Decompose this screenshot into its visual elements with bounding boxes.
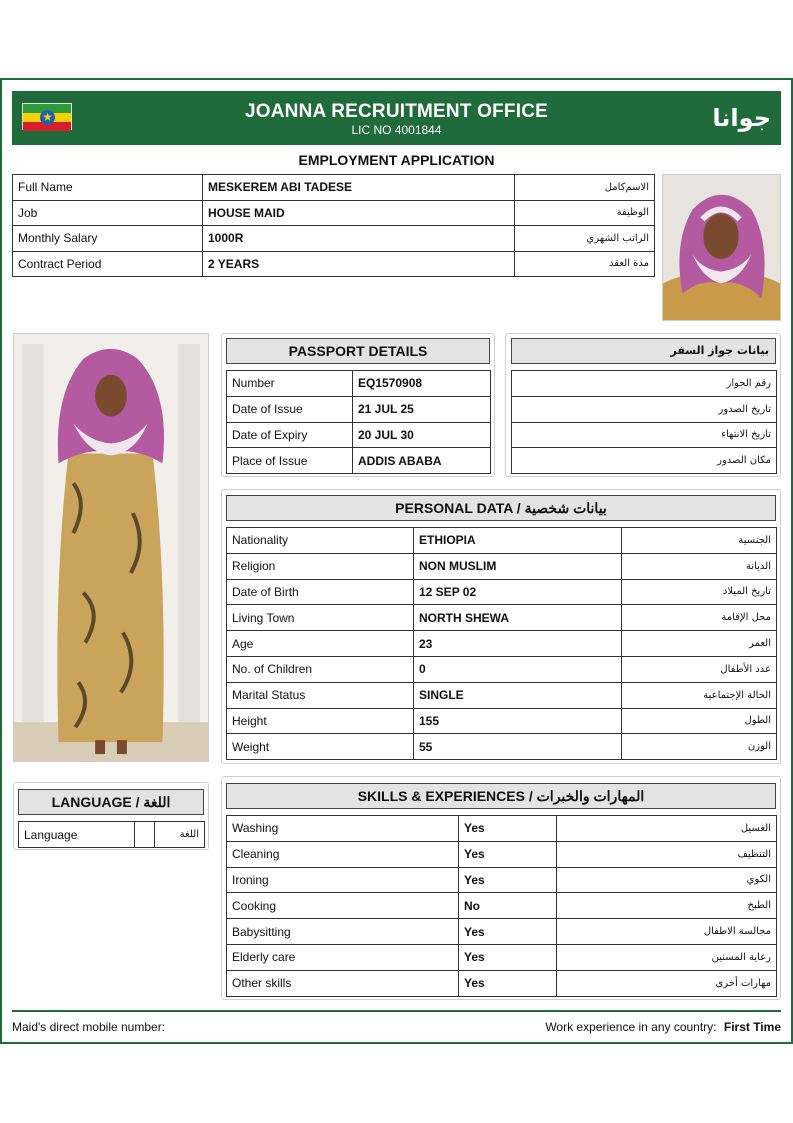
- row-label: Babysitting: [227, 919, 459, 945]
- row-label: No. of Children: [227, 656, 414, 682]
- row-label: Height: [227, 708, 414, 734]
- row-label: Age: [227, 631, 414, 657]
- passport-arabic-table: [511, 370, 777, 474]
- row-value: 155: [414, 708, 622, 734]
- row-value: Yes: [459, 919, 557, 945]
- table-row: [227, 631, 777, 657]
- row-arabic-label: الطول: [622, 708, 777, 734]
- footer-divider: [12, 1010, 781, 1012]
- row-label: Number: [227, 371, 353, 397]
- summary-table: [12, 174, 655, 277]
- row-arabic-label: رعاية المسنين: [557, 944, 777, 970]
- row-label: Nationality: [227, 528, 414, 554]
- row-value: Yes: [459, 867, 557, 893]
- table-row: [227, 396, 491, 422]
- row-arabic-label: اللغة: [155, 822, 205, 848]
- table-row: [13, 251, 655, 277]
- row-arabic-label: مجالسة الاطفال: [557, 919, 777, 945]
- table-row: [512, 422, 777, 448]
- row-value: 0: [414, 656, 622, 682]
- row-value: No: [459, 893, 557, 919]
- row-label: Weight: [227, 734, 414, 760]
- table-row: [227, 944, 777, 970]
- row-value: 21 JUL 25: [353, 396, 491, 422]
- row-value: Yes: [459, 841, 557, 867]
- row-arabic-label: مدة العقد: [515, 251, 655, 277]
- row-label: Full Name: [13, 175, 203, 201]
- table-row: [227, 448, 491, 474]
- table-row: [512, 448, 777, 474]
- row-value: ADDIS ABABA: [353, 448, 491, 474]
- row-arabic-label: مهارات أخرى: [557, 970, 777, 996]
- work-experience: [545, 1020, 781, 1034]
- work-experience-label: Work experience in any country:: [545, 1020, 717, 1034]
- passport-details-arabic-title: بيانات جواز السفر: [511, 338, 776, 364]
- row-label: Cleaning: [227, 841, 459, 867]
- row-arabic-label: تاريخ الصدور: [512, 396, 777, 422]
- row-label: Contract Period: [13, 251, 203, 277]
- row-value: 12 SEP 02: [414, 579, 622, 605]
- row-value: 23: [414, 631, 622, 657]
- row-arabic-label: الراتب الشهري: [515, 226, 655, 252]
- personal-data-title: PERSONAL DATA / بيانات شخصية: [226, 495, 776, 521]
- row-value: 2 YEARS: [203, 251, 515, 277]
- skills-title: SKILLS & EXPERIENCES / المهارات والخبرات: [226, 783, 776, 809]
- row-value: 20 JUL 30: [353, 422, 491, 448]
- license-number: LIC NO 4001844: [351, 123, 442, 137]
- row-arabic-label: الاسم‌کامل‌: [515, 175, 655, 201]
- portrait-photo: [662, 174, 781, 321]
- table-row: [512, 371, 777, 397]
- row-value: ETHIOPIA: [414, 528, 622, 554]
- table-row: [227, 422, 491, 448]
- row-arabic-label: مكان الصدور: [512, 448, 777, 474]
- row-arabic-label: الوزن: [622, 734, 777, 760]
- table-row: [227, 841, 777, 867]
- mobile-number-label: Maid's direct mobile number:: [12, 1020, 166, 1034]
- language-table: [18, 821, 205, 848]
- row-value: HOUSE MAID: [203, 200, 515, 226]
- table-row: [19, 822, 205, 848]
- row-value: SINGLE: [414, 682, 622, 708]
- table-row: [13, 200, 655, 226]
- personal-data-table: [226, 527, 777, 760]
- table-row: [227, 734, 777, 760]
- passport-details-title: PASSPORT DETAILS: [226, 338, 490, 364]
- row-label: Language: [19, 822, 135, 848]
- row-label: Date of Expiry: [227, 422, 353, 448]
- row-arabic-label: تاريخ الانتهاء: [512, 422, 777, 448]
- table-row: [512, 396, 777, 422]
- row-label: Other skills: [227, 970, 459, 996]
- row-arabic-label: التنظيف: [557, 841, 777, 867]
- row-label: Date of Birth: [227, 579, 414, 605]
- office-header: [12, 91, 781, 145]
- passport-table: [226, 370, 491, 474]
- table-row: [227, 867, 777, 893]
- row-label: Place of Issue: [227, 448, 353, 474]
- table-row: [227, 656, 777, 682]
- row-label: Elderly care: [227, 944, 459, 970]
- row-arabic-label: محل الإقامة: [622, 605, 777, 631]
- row-arabic-label: العمر: [622, 631, 777, 657]
- table-row: [227, 553, 777, 579]
- row-value: Yes: [459, 944, 557, 970]
- table-row: [227, 528, 777, 554]
- table-row: [227, 816, 777, 842]
- row-value: Yes: [459, 970, 557, 996]
- row-arabic-label: الكوي: [557, 867, 777, 893]
- row-arabic-label: الوظيفة: [515, 200, 655, 226]
- row-label: Washing: [227, 816, 459, 842]
- table-row: [227, 708, 777, 734]
- full-body-photo: [13, 333, 209, 762]
- row-value: 55: [414, 734, 622, 760]
- row-arabic-label: الجنسية: [622, 528, 777, 554]
- row-label: Job: [13, 200, 203, 226]
- table-row: [227, 579, 777, 605]
- work-experience-value: First Time: [723, 1020, 781, 1034]
- table-row: [13, 226, 655, 252]
- row-arabic-label: تاريخ الميلاد: [622, 579, 777, 605]
- row-arabic-label: الديانة: [622, 553, 777, 579]
- table-row: [227, 893, 777, 919]
- row-arabic-label: عدد الأطفال: [622, 656, 777, 682]
- row-arabic-label: رقم الجواز: [512, 371, 777, 397]
- application-title: EMPLOYMENT APPLICATION: [298, 152, 495, 168]
- table-row: [13, 175, 655, 201]
- row-label: Religion: [227, 553, 414, 579]
- row-label: Ironing: [227, 867, 459, 893]
- row-label: Monthly Salary: [13, 226, 203, 252]
- table-row: [227, 605, 777, 631]
- row-value: EQ1570908: [353, 371, 491, 397]
- row-arabic-label: الغسيل: [557, 816, 777, 842]
- row-arabic-label: الطبخ: [557, 893, 777, 919]
- row-label: Cooking: [227, 893, 459, 919]
- row-value: NON MUSLIM: [414, 553, 622, 579]
- table-row: [227, 919, 777, 945]
- table-row: [227, 682, 777, 708]
- row-label: Date of Issue: [227, 396, 353, 422]
- row-label: Marital Status: [227, 682, 414, 708]
- row-value: [135, 822, 155, 848]
- row-arabic-label: الحالة الإجتماعية: [622, 682, 777, 708]
- table-row: [227, 371, 491, 397]
- ethiopia-flag-icon: ★: [22, 103, 72, 130]
- office-title: JOANNA RECRUITMENT OFFICE: [244, 101, 549, 122]
- language-title: LANGUAGE / اللغة: [18, 789, 204, 815]
- row-value: 1000R: [203, 226, 515, 252]
- row-label: Living Town: [227, 605, 414, 631]
- skills-table: [226, 815, 777, 997]
- row-value: NORTH SHEWA: [414, 605, 622, 631]
- row-value: MESKEREM ABI TADESE: [203, 175, 515, 201]
- office-arabic-name: جوانا: [712, 104, 771, 132]
- table-row: [227, 970, 777, 996]
- row-value: Yes: [459, 816, 557, 842]
